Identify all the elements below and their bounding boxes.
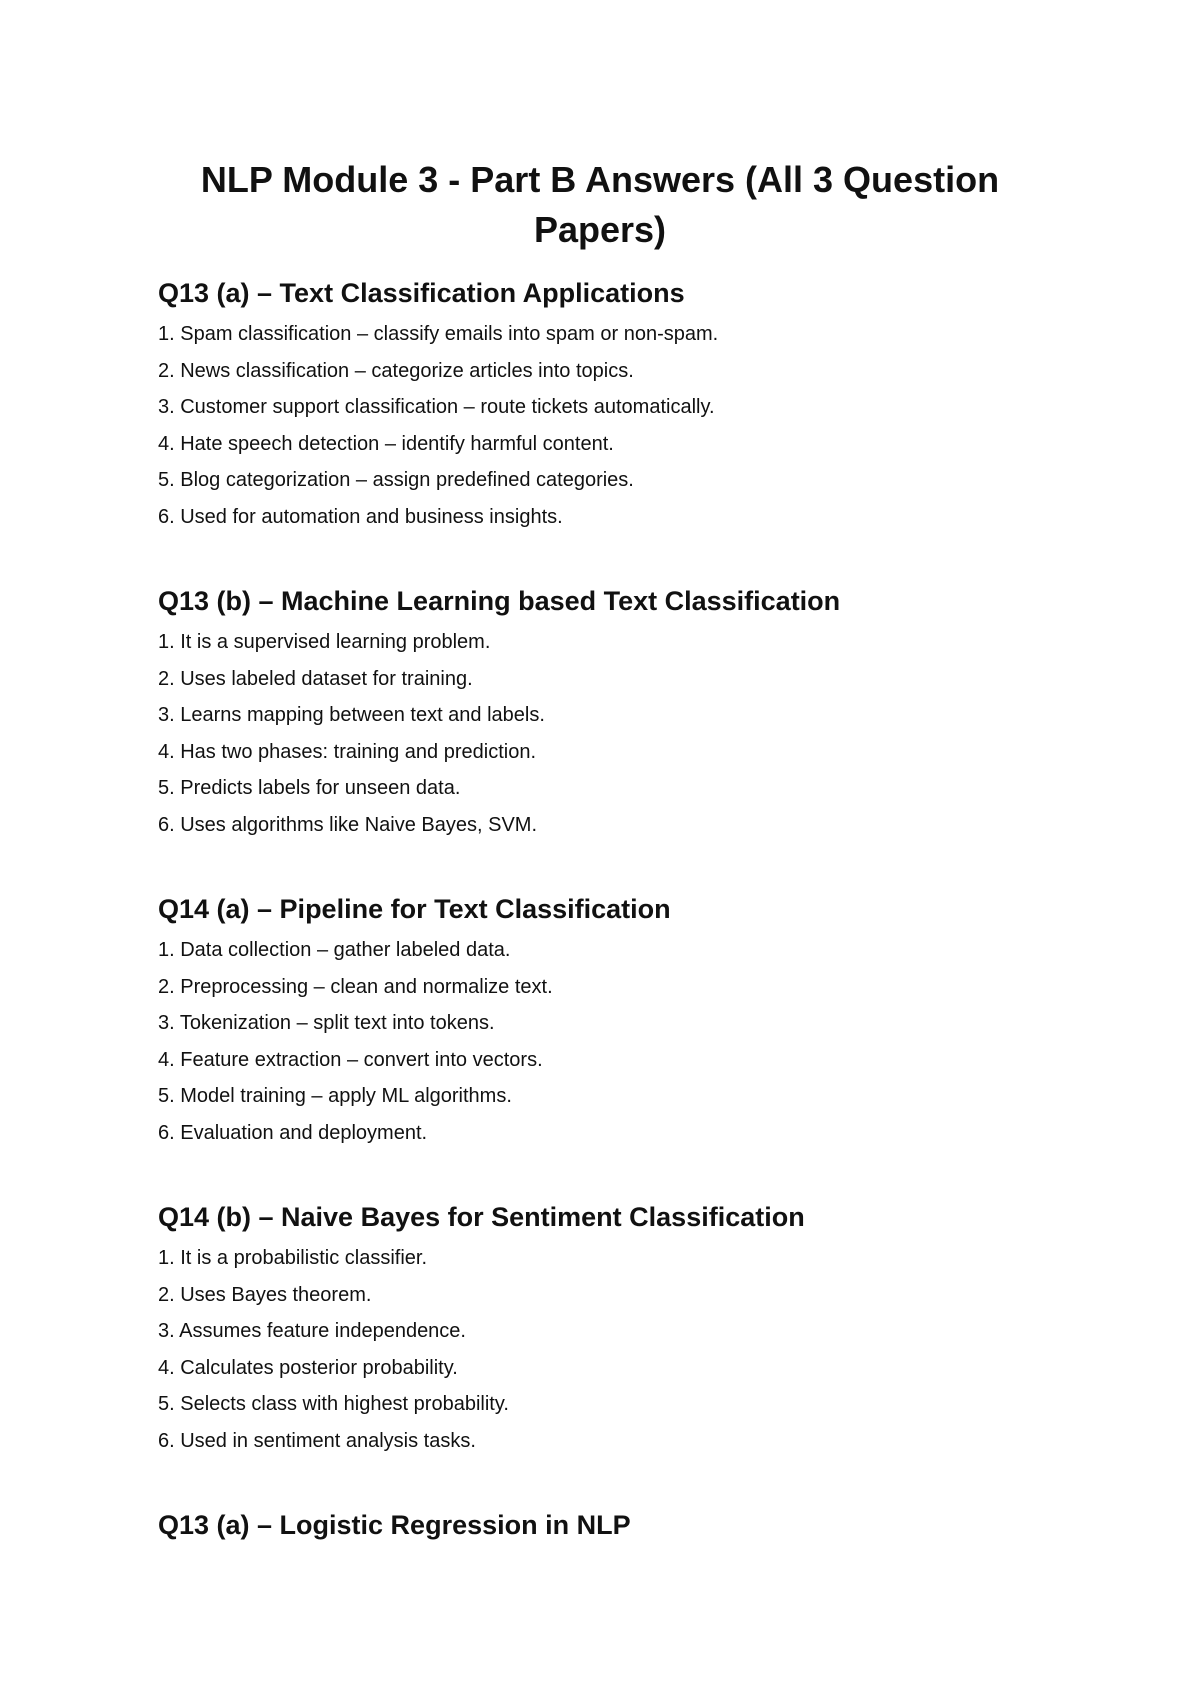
section-heading: Q14 (a) – Pipeline for Text Classification: [158, 894, 671, 924]
list-item: 3. Learns mapping between text and labels.: [158, 704, 545, 726]
list-item: 3. Assumes feature independence.: [158, 1320, 466, 1342]
section-q13b-ml-classification: [158, 584, 1118, 843]
list-item: 2. Uses Bayes theorem.: [158, 1283, 372, 1306]
section-heading: Q13 (a) – Text Classification Applications: [158, 278, 685, 308]
answer-list: [158, 624, 1118, 843]
list-item: 1. Spam classification – classify emails into spam or non-spam.: [158, 323, 719, 345]
list-item: 5. Model training – apply ML algorithms.: [158, 1085, 512, 1107]
section-q13a-logistic-regression: [158, 1508, 1118, 1548]
list-item: 5. Predicts labels for unseen data.: [158, 777, 461, 799]
answer-list: [158, 1240, 1118, 1459]
section-q14a-pipeline: [158, 892, 1118, 1151]
section-q13a-applications: [158, 276, 1118, 535]
list-item: 6. Uses algorithms like Naive Bayes, SVM.: [158, 813, 538, 836]
list-item: 4. Feature extraction – convert into vectors.: [158, 1048, 543, 1071]
list-item: 1. Data collection – gather labeled data.: [158, 939, 511, 961]
section-q14b-naive-bayes: [158, 1200, 1118, 1459]
document-title: NLP Module 3 - Part B Answers (All 3 Question Papers): [200, 159, 1000, 250]
list-item: 4. Hate speech detection – identify harmful content.: [158, 432, 614, 455]
list-item: 1. It is a supervised learning problem.: [158, 631, 491, 653]
answer-list: [158, 316, 1118, 535]
list-item: 2. Preprocessing – clean and normalize text.: [158, 975, 553, 998]
list-item: 6. Used for automation and business insights.: [158, 505, 563, 528]
list-item: 4. Calculates posterior probability.: [158, 1356, 458, 1379]
list-item: 1. It is a probabilistic classifier.: [158, 1247, 427, 1269]
list-item: 6. Used in sentiment analysis tasks.: [158, 1429, 476, 1452]
list-item: 2. News classification – categorize articles into topics.: [158, 359, 634, 382]
answer-list: [158, 932, 1118, 1151]
section-heading: Q13 (a) – Logistic Regression in NLP: [158, 1510, 631, 1540]
list-item: 3. Tokenization – split text into tokens.: [158, 1012, 495, 1034]
list-item: 3. Customer support classification – route tickets automatically.: [158, 396, 715, 418]
list-item: 6. Evaluation and deployment.: [158, 1121, 428, 1144]
section-heading: Q14 (b) – Naive Bayes for Sentiment Classification: [158, 1202, 805, 1232]
section-heading: Q13 (b) – Machine Learning based Text Classification: [158, 586, 841, 616]
list-item: 2. Uses labeled dataset for training.: [158, 667, 473, 690]
list-item: 5. Blog categorization – assign predefined categories.: [158, 469, 634, 491]
list-item: 5. Selects class with highest probability.: [158, 1393, 509, 1415]
list-item: 4. Has two phases: training and prediction.: [158, 740, 536, 763]
